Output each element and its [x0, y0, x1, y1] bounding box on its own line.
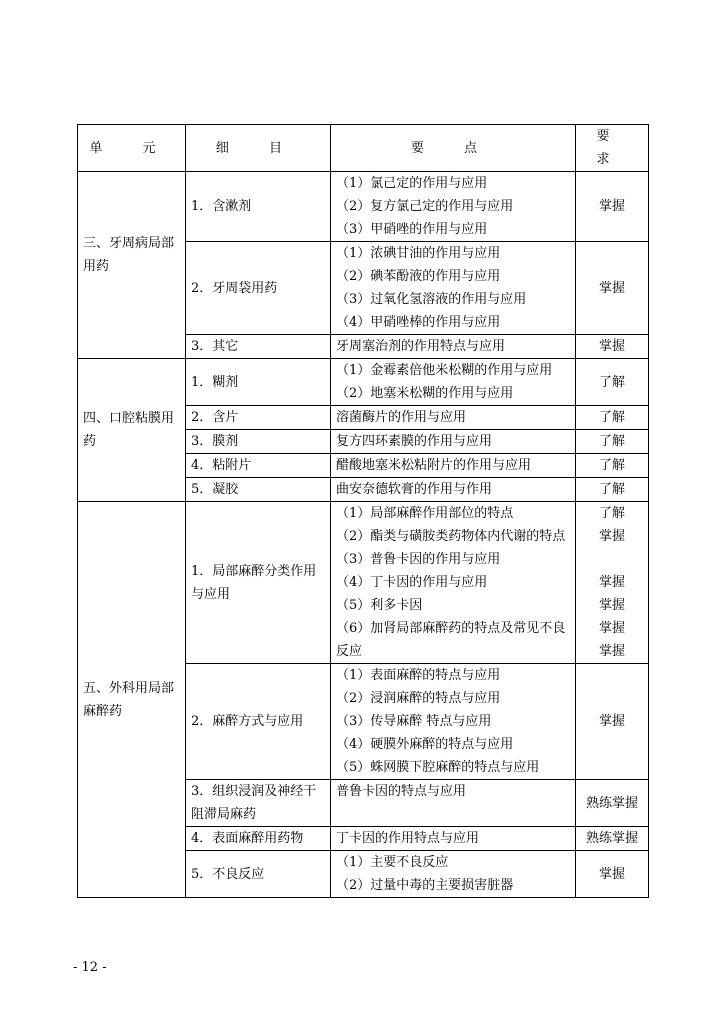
requirement-cell: 了解 — [576, 454, 649, 478]
points-cell — [331, 780, 576, 827]
table-header-row — [78, 125, 649, 172]
item-cell: 5．不良反应 — [186, 851, 331, 898]
point-line: 牙周塞治剂的作用特点与应用 — [336, 339, 506, 354]
requirement-cell — [576, 502, 649, 664]
point-line: 溶菌酶片的作用与应用 — [336, 410, 467, 425]
point-line: （4）甲硝唑棒的作用与应用 — [336, 315, 501, 330]
item-cell: 1．局部麻醉分类作用与应用 — [186, 502, 331, 664]
points-cell — [331, 827, 576, 851]
point-line: （1）金霉素倍他米松糊的作用与应用 — [336, 363, 553, 378]
points-cell — [331, 242, 576, 335]
point-line: （2）过量中毒的主要损害脏器 — [336, 878, 514, 893]
points-cell — [331, 851, 576, 898]
requirement-line: 掌握 — [598, 529, 625, 544]
point-line: （2）复方氯己定的作用与应用 — [336, 199, 514, 214]
item-cell: 2．牙周袋用药 — [186, 242, 331, 335]
unit-cell: 三、牙周病局部用药 — [78, 172, 186, 359]
requirement-cell: 了解 — [576, 406, 649, 430]
item-cell: 3．膜剂 — [186, 430, 331, 454]
point-line: 曲安奈德软膏的作用与作用 — [336, 482, 493, 497]
point-line: （3）过氧化氢溶液的作用与应用 — [336, 292, 527, 307]
point-line: （2）酯类与磺胺类药物体内代谢的特点 — [336, 529, 566, 544]
requirement-spacer — [581, 548, 643, 571]
header-unit: 单 元 — [78, 125, 186, 172]
points-cell — [331, 359, 576, 406]
point-line: （5）利多卡因 — [336, 598, 423, 613]
points-cell — [331, 478, 576, 502]
point-line: （2）地塞米松糊的作用与应用 — [336, 386, 514, 401]
unit-cell: 五、外科用局部麻醉药 — [78, 502, 186, 898]
item-cell: 1．含漱剂 — [186, 172, 331, 242]
point-line: （6）加肾局部麻醉药的特点及常见不良反应 — [336, 621, 566, 659]
points-cell — [331, 454, 576, 478]
point-line: （3）甲硝唑的作用与应用 — [336, 222, 488, 237]
requirement-cell: 掌握 — [576, 851, 649, 898]
item-cell: 4．表面麻醉用药物 — [186, 827, 331, 851]
header-points: 要 点 — [331, 125, 576, 172]
point-line: （1）氯己定的作用与应用 — [336, 176, 488, 191]
requirement-cell: 掌握 — [576, 335, 649, 359]
points-cell — [331, 502, 576, 664]
table-row — [78, 359, 649, 406]
item-cell: 5．凝胶 — [186, 478, 331, 502]
point-line: （3）传导麻醉 特点与应用 — [336, 714, 492, 729]
point-line: （1）主要不良反应 — [336, 855, 449, 870]
point-line: 丁卡因的作用特点与应用 — [336, 831, 480, 846]
points-cell — [331, 664, 576, 780]
point-line: 复方四环素膜的作用与应用 — [336, 434, 493, 449]
table-row — [78, 172, 649, 242]
header-item: 细 目 — [186, 125, 331, 172]
item-cell: 4．粘附片 — [186, 454, 331, 478]
page-number: - 12 - — [73, 960, 107, 975]
point-line: （5）蛛网膜下腔麻醉的特点与应用 — [336, 760, 540, 775]
point-line: （1）浓碘甘油的作用与应用 — [336, 246, 501, 261]
item-cell: 3．组织浸润及神经干阻滞局麻药 — [186, 780, 331, 827]
requirement-cell: 熟练掌握 — [576, 827, 649, 851]
requirement-cell: 掌握 — [576, 172, 649, 242]
requirement-line: 了解 — [598, 506, 625, 521]
requirement-cell: 了解 — [576, 478, 649, 502]
requirement-cell: 掌握 — [576, 664, 649, 780]
syllabus-table — [77, 124, 649, 898]
point-line: （2）浸润麻醉的特点与应用 — [336, 691, 501, 706]
header-requirement: 要 求 — [576, 125, 649, 172]
point-line: 普鲁卡因的特点与应用 — [336, 784, 467, 799]
requirement-cell: 掌握 — [576, 242, 649, 335]
point-line: （2）碘苯酚液的作用与应用 — [336, 269, 501, 284]
item-cell: 1．糊剂 — [186, 359, 331, 406]
unit-cell: 四、口腔粘膜用药 — [78, 359, 186, 502]
points-cell — [331, 406, 576, 430]
requirement-line: 掌握 — [598, 575, 625, 590]
point-line: 醋酸地塞米松粘附片的作用与应用 — [336, 458, 532, 473]
point-line: （1）局部麻醉作用部位的特点 — [336, 506, 514, 521]
point-line: （4）丁卡因的作用与应用 — [336, 575, 488, 590]
requirement-line: 掌握 — [598, 621, 625, 636]
points-cell — [331, 172, 576, 242]
requirement-line: 掌握 — [598, 598, 625, 613]
table-row — [78, 502, 649, 664]
point-line: （4）硬膜外麻醉的特点与应用 — [336, 737, 514, 752]
item-cell: 3．其它 — [186, 335, 331, 359]
item-cell: 2．麻醉方式与应用 — [186, 664, 331, 780]
point-line: （1）表面麻醉的特点与应用 — [336, 668, 501, 683]
item-cell: 2．含片 — [186, 406, 331, 430]
point-line: （3）普鲁卡因的作用与应用 — [336, 552, 501, 567]
points-cell — [331, 430, 576, 454]
requirement-cell: 熟练掌握 — [576, 780, 649, 827]
requirement-cell: 了解 — [576, 359, 649, 406]
requirement-line: 掌握 — [598, 644, 625, 659]
points-cell — [331, 335, 576, 359]
requirement-cell: 了解 — [576, 430, 649, 454]
